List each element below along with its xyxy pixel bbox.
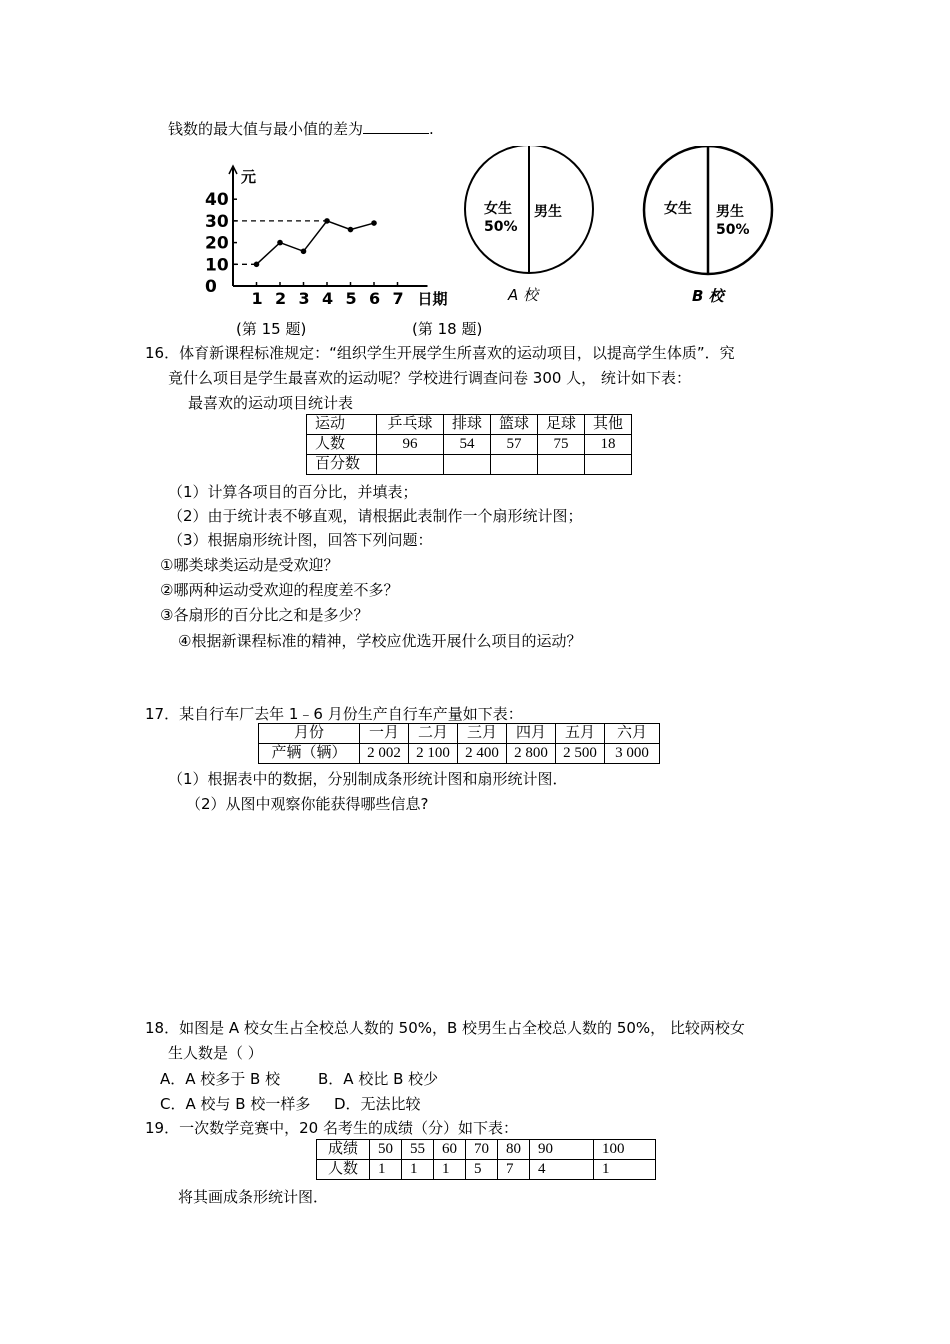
table-row xyxy=(259,724,660,744)
q18-option-b[interactable]: B．A 校比 B 校少 xyxy=(318,1070,439,1088)
table-cell: 六月 xyxy=(605,724,660,744)
q18-line2: 生人数是（ ） xyxy=(168,1044,263,1062)
q16-subitem-1: ①哪类球类运动是受欢迎？ xyxy=(160,556,339,574)
pie-b-boys-percent: 50% xyxy=(716,222,750,238)
q16-line2: 竟什么项目是学生最喜欢的运动呢？学校进行调查问卷 300 人， 统计如下表： xyxy=(168,369,691,387)
table-cell: 四月 xyxy=(507,724,556,744)
q18-figure-caption: (第 18 题) xyxy=(412,320,483,338)
table-cell: 70 xyxy=(466,1140,498,1160)
table-cell: 60 xyxy=(434,1140,466,1160)
x-tick-label: 7 xyxy=(392,289,404,308)
q16-table-title: 最喜欢的运动项目统计表 xyxy=(188,394,354,412)
table-cell: 人数 xyxy=(307,435,377,455)
x-tick-label: 5 xyxy=(345,289,357,308)
data-point xyxy=(348,227,354,233)
pie-a-school-label: A 校 xyxy=(508,286,539,304)
q15-tail: . xyxy=(429,120,434,138)
table-cell: 成绩 xyxy=(317,1140,370,1160)
table-row xyxy=(317,1140,656,1160)
table-cell-empty[interactable] xyxy=(538,455,585,475)
table-cell: 2 800 xyxy=(507,744,556,764)
table-cell: 1 xyxy=(594,1160,656,1180)
table-cell: 54 xyxy=(444,435,491,455)
table-cell: 1 xyxy=(434,1160,466,1180)
q16-subitem-4: ④根据新课程标准的精神，学校应优选开展什么项目的运动？ xyxy=(178,632,582,650)
table-cell-empty[interactable] xyxy=(585,455,632,475)
table-cell: 96 xyxy=(377,435,444,455)
data-point xyxy=(324,218,330,224)
q16-item-1: （1）计算各项目的百分比，并填表； xyxy=(168,483,418,501)
pie-b-school-label: B 校 xyxy=(692,287,724,305)
table-cell: 1 xyxy=(402,1160,434,1180)
data-point xyxy=(277,240,283,246)
table-row xyxy=(307,415,632,435)
table-cell: 运动 xyxy=(307,415,377,435)
table-cell-empty[interactable] xyxy=(377,455,444,475)
table-cell: 100 xyxy=(594,1140,656,1160)
q18-option-a[interactable]: A．A 校多于 B 校 xyxy=(160,1070,281,1088)
q15-line-chart xyxy=(200,160,460,312)
y-axis-label: 元 xyxy=(241,168,257,186)
q18-line1: 18．如图是 A 校女生占全校总人数的 50%，B 校男生占全校总人数的 50%， 比较两校女 xyxy=(145,1019,745,1037)
table-cell: 2 500 xyxy=(556,744,605,764)
table-row xyxy=(317,1160,656,1180)
q15-question: 钱数的最大值与最小值的差为 xyxy=(168,120,364,138)
y-tick-label: 20 xyxy=(205,233,229,254)
y-tick-label: 10 xyxy=(205,255,229,276)
table-row xyxy=(307,455,632,475)
table-cell: 2 100 xyxy=(409,744,458,764)
table-cell: 人数 xyxy=(317,1160,370,1180)
table-cell: 1 xyxy=(370,1160,402,1180)
table-cell: 乒乓球 xyxy=(377,415,444,435)
table-cell: 57 xyxy=(491,435,538,455)
table-cell: 75 xyxy=(538,435,585,455)
q19-table xyxy=(316,1139,656,1180)
q19-line1: 19．一次数学竞赛中，20 名考生的成绩（分）如下表： xyxy=(145,1119,518,1137)
table-cell: 7 xyxy=(498,1160,530,1180)
q17-item-2: （2）从图中观察你能获得哪些信息? xyxy=(186,795,429,813)
table-cell: 90 xyxy=(530,1140,594,1160)
table-cell: 排球 xyxy=(444,415,491,435)
q16-item-2: （2）由于统计表不够直观，请根据此表制作一个扇形统计图； xyxy=(168,507,583,525)
pie-chart-b xyxy=(640,146,790,316)
table-cell: 50 xyxy=(370,1140,402,1160)
table-cell: 三月 xyxy=(458,724,507,744)
table-cell: 月份 xyxy=(259,724,360,744)
table-cell-empty[interactable] xyxy=(491,455,538,475)
q16-line1: 16．体育新课程标准规定：“组织学生开展学生所喜欢的运动项目，以提高学生体质”．究 xyxy=(145,344,735,362)
table-cell: 一月 xyxy=(360,724,409,744)
table-cell: 其他 xyxy=(585,415,632,435)
table-cell: 3 000 xyxy=(605,744,660,764)
table-cell: 2 400 xyxy=(458,744,507,764)
y-tick-label: 40 xyxy=(205,190,229,211)
table-cell: 5 xyxy=(466,1160,498,1180)
table-cell: 五月 xyxy=(556,724,605,744)
table-cell: 4 xyxy=(530,1160,594,1180)
table-cell: 百分数 xyxy=(307,455,377,475)
x-axis-label: 日期 xyxy=(417,290,448,308)
q17-line1: 17．某自行车厂去年 1﹣6 月份生产自行车产量如下表： xyxy=(145,705,523,723)
pie-b-girls-label: 女生 xyxy=(664,201,692,217)
table-cell-empty[interactable] xyxy=(444,455,491,475)
q18-option-d[interactable]: D．无法比较 xyxy=(334,1095,421,1113)
table-cell: 55 xyxy=(402,1140,434,1160)
table-cell: 18 xyxy=(585,435,632,455)
table-cell: 80 xyxy=(498,1140,530,1160)
y-tick-label: 0 xyxy=(205,277,217,297)
q15-caption: (第 15 题) xyxy=(236,320,307,338)
table-cell: 二月 xyxy=(409,724,458,744)
table-cell: 产辆（辆） xyxy=(259,744,360,764)
table-row xyxy=(259,744,660,764)
answer-blank[interactable] xyxy=(363,119,429,134)
x-tick-label: 4 xyxy=(322,289,334,308)
data-point xyxy=(254,262,260,268)
table-cell: 2 002 xyxy=(360,744,409,764)
pie-b-boys-label: 男生 xyxy=(716,204,744,220)
y-tick-label: 30 xyxy=(205,211,229,232)
x-tick-label: 3 xyxy=(298,289,310,308)
q19-tail: 将其画成条形统计图． xyxy=(178,1188,329,1206)
series-line xyxy=(257,221,375,264)
pie-a-boys-label: 男生 xyxy=(534,204,562,220)
q16-item-3: （3）根据扇形统计图，回答下列问题： xyxy=(168,531,433,549)
pie-a-girls-percent: 50% xyxy=(484,219,518,235)
data-point xyxy=(301,248,307,254)
x-tick-label: 2 xyxy=(275,289,287,308)
q18-option-c[interactable]: C．A 校与 B 校一样多 xyxy=(160,1095,311,1113)
x-tick-label: 1 xyxy=(251,289,263,308)
q17-item-1: （1）根据表中的数据，分别制成条形统计图和扇形统计图． xyxy=(168,770,568,788)
q16-subitem-3: ③各扇形的百分比之和是多少？ xyxy=(160,606,369,624)
x-tick-label: 6 xyxy=(369,289,381,308)
table-row xyxy=(307,435,632,455)
pie-a-girls-label: 女生 xyxy=(484,201,512,217)
q16-subitem-2: ②哪两种运动受欢迎的程度差不多？ xyxy=(160,581,399,599)
table-cell: 足球 xyxy=(538,415,585,435)
q16-table xyxy=(306,414,632,475)
pie-chart-a xyxy=(458,146,608,316)
q15-text xyxy=(168,118,434,139)
q17-table xyxy=(258,723,660,764)
data-point xyxy=(371,220,377,226)
table-cell: 篮球 xyxy=(491,415,538,435)
